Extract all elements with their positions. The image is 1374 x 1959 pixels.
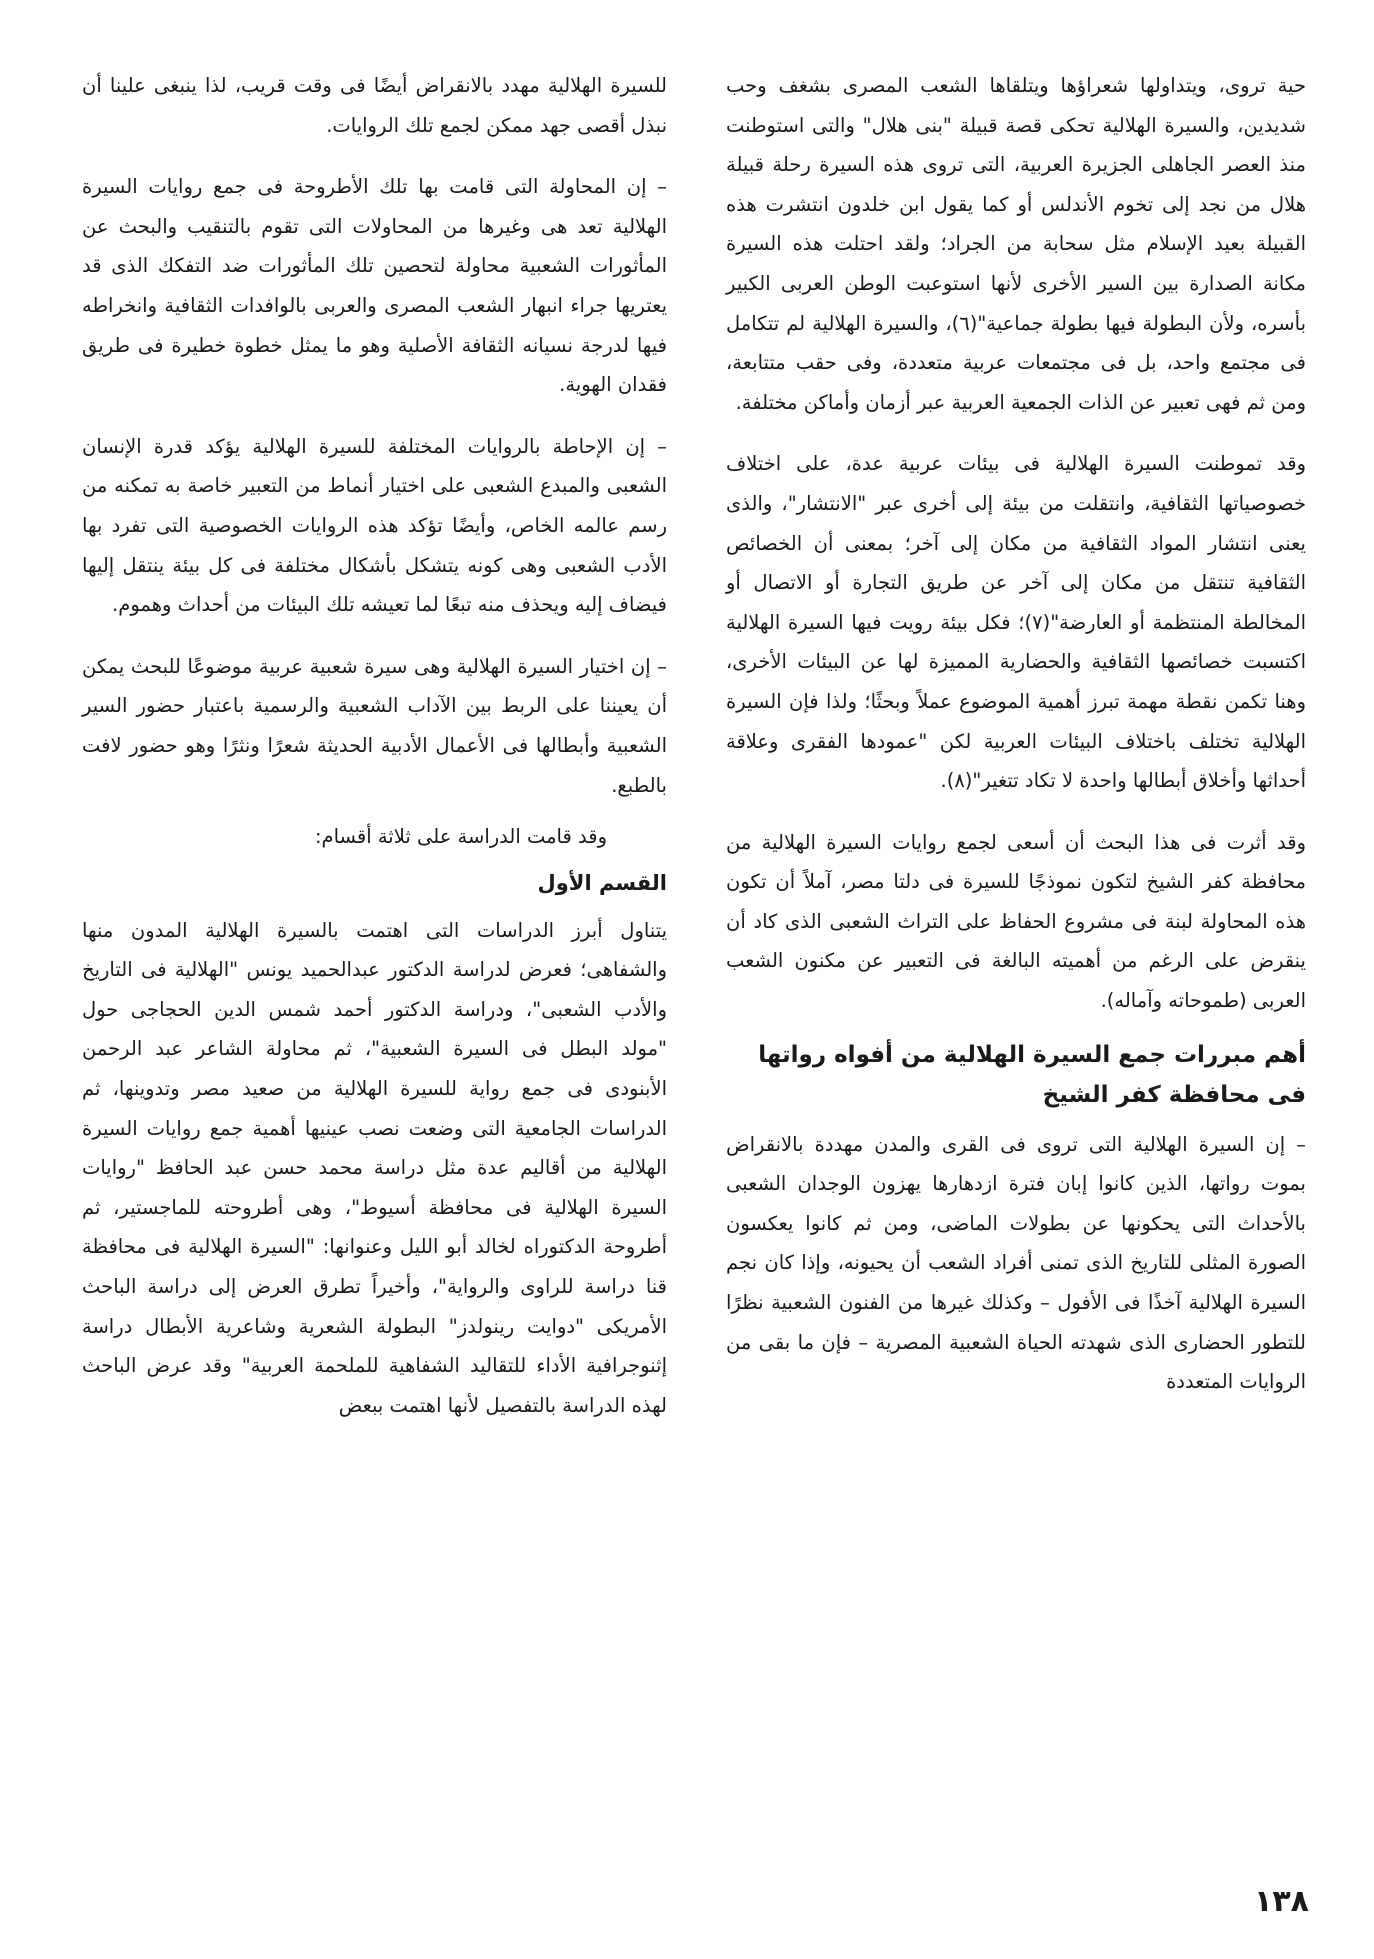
left-paragraph-1: للسيرة الهلالية مهدد بالانقراض أيضًا فى وقت قريب، لذا ينبغى علينا أن نبذل أقصى جهد ممكن لجمع تلك الروايات. bbox=[82, 74, 667, 137]
left-column bbox=[82, 66, 667, 1425]
left-paragraph-5: وقد قامت الدراسة على ثلاثة أقسام: bbox=[314, 825, 607, 849]
page-number: ١٣٨ bbox=[1254, 1884, 1309, 1919]
section-heading-part-one: القسم الأول bbox=[537, 870, 667, 895]
right-column bbox=[726, 66, 1306, 1402]
left-paragraph-2: – إن المحاولة التى قامت بها تلك الأطروحة فى جمع روايات السيرة الهلالية تعد هى وغيرها من المحاولات التى تقوم بالتنقيب والبحث عن المأثورات الشعبية محاولة لتحصين تلك المأثورات ضد التفكك الذى قد يعتريها جراء انبهار الشعب المصرى والعربى بالوافدات الثقافية وانخراطه فيها لدرجة نسيانه الثقافة الأصلية وهو ما يمثل خطوة خطيرة فى طريق فقدان الهوية. bbox=[82, 175, 667, 397]
left-paragraph-4: – إن اختيار السيرة الهلالية وهى سيرة شعبية عربية موضوعًا للبحث يمكن أن يعيننا على الربط بين الآداب الشعبية والرسمية باعتبار حضور السير الشعبية وأبطالها فى الأعمال الأدبية الحديثة شعرًا ونثرًا وهو حضور لافت بالطبع. bbox=[82, 654, 667, 797]
right-paragraph-4: – إن السيرة الهلالية التى تروى فى القرى والمدن مهددة بالانقراض بموت رواتها، الذين كانوا إبان فترة ازدهارها يهزون الوجدان الشعبى بالأحداث التى يحكونها عن بطولات الماضى، ومن ثم كانوا يعكسون الصورة المثلى للتاريخ الذى تمنى أفراد الشعب أن يحيونه، وإذا كان نجم السيرة الهلالية آخذًا فى الأفول – وكذلك غيرها من الفنون الشعبية نظرًا للتطور الحضارى الذى شهدته الحياة الشعبية المصرية – فإن ما بقى من الروايات المتعددة bbox=[726, 1132, 1306, 1394]
right-paragraph-2: وقد تموطنت السيرة الهلالية فى بيئات عربية عدة، على اختلاف خصوصياتها الثقافية، وانتقلت من بيئة إلى أخرى عبر "الانتشار"، والذى يعنى انتشار المواد الثقافية من مكان إلى آخر؛ بمعنى أن الخصائص الثقافية تنتقل من مكان إلى آخر عن طريق التجارة أو الاتصال أو المخالطة المنتظمة أو العارضة"(٧)؛ فكل بيئة رويت فيها السيرة الهلالية اكتسبت خصائصها الثقافية والحضارية المميزة لها عن البيئات الأخرى، وهنا تكمن نقطة مهمة تبرز أهمية الموضوع عملاً وبحثًا؛ ولذا فإن السيرة الهلالية تختلف باختلاف البيئات العربية لكن "عمودها الفقرى وعلاقة أحداثها وأخلاق أبطالها واحدة لا تكاد تتغير"(٨). bbox=[726, 452, 1306, 793]
right-paragraph-3: وقد أثرت فى هذا البحث أن أسعى لجمع روايات السيرة الهلالية من محافظة كفر الشيخ لتكون نموذجًا للسيرة فى دلتا مصر، آملاً أن تكون هذه المحاولة لبنة فى مشروع الحفاظ على التراث الشعبى الذى كاد أن ينقرض على الرغم من أهميته البالغة فى التعبير عن مكنون الشعب العربى (طموحاته وآماله). bbox=[726, 830, 1306, 1013]
section-heading-justifications: أهم مبررات جمع السيرة الهلالية من أفواه رواتها فى محافظة كفر الشيخ bbox=[758, 1041, 1306, 1108]
right-paragraph-1: حية تروى، ويتداولها شعراؤها ويتلقاها الشعب المصرى بشغف وحب شديدين، والسيرة الهلالية تحكى قصة قبيلة "بنى هلال" والتى استوطنت منذ العصر الجاهلى الجزيرة العربية، التى تروى هذه السيرة رحلة قبيلة هلال من نجد إلى تخوم الأندلس أو كما يقول ابن خلدون انتشرت هذه القبيلة بعيد الإسلام مثل سحابة من الجراد؛ ولقد احتلت هذه السيرة مكانة الصدارة بين السير الأخرى لأنها استوعبت الوطن العربى الكبير بأسره، ولأن البطولة فيها بطولة جماعية"(٦)، والسيرة الهلالية لم تتكامل فى مجتمع واحد، بل فى مجتمعات عربية متعددة، وفى حقب متتابعة، ومن ثم فهى تعبير عن الذات الجمعية العربية عبر أزمان وأماكن مختلفة. bbox=[726, 74, 1306, 414]
left-paragraph-6: يتناول أبرز الدراسات التى اهتمت بالسيرة الهلالية المدون منها والشفاهى؛ فعرض لدراسة الدكتور عبدالحميد يونس "الهلالية فى التاريخ والأدب الشعبى"، ودراسة الدكتور أحمد شمس الدين الحجاجى حول "مولد البطل فى السيرة الشعبية"، ثم محاولة الشاعر عبد الرحمن الأبنودى فى جمع رواية للسيرة الهلالية من صعيد مصر وتدوينها، ثم الدراسات الجامعية التى وضعت نصب عينيها أهمية جمع روايات السيرة الهلالية من أقاليم عدة مثل دراسة محمد حسن عبد الحافظ "روايات السيرة الهلالية فى محافظة أسيوط"، وهى أطروحته للماجستير، ثم أطروحة الدكتوراه لخالد أبو الليل وعنوانها: "السيرة الهلالية فى محافظة قنا دراسة للراوى والرواية"، وأخيراً تطرق العرض إلى دراسة الباحث الأمريكى "دوايت رينولدز" البطولة الشعرية وشاعرية الأبطال دراسة إثنوجرافية الأداء للتقاليد الشفاهية للملحمة العربية" وقد عرض الباحث لهذه الدراسة بالتفصيل لأنها اهتمت ببعض bbox=[82, 918, 667, 1417]
left-paragraph-3: – إن الإحاطة بالروايات المختلفة للسيرة الهلالية يؤكد قدرة الإنسان الشعبى والمبدع الشعبى على اختيار أنماط من التعبير خاصة به تمكنه من رسم عالمه الخاص، وأيضًا تؤكد هذه الروايات الخصوصية التى تفرد بها الأدب الشعبى وهى كونه يتشكل بأشكال مختلفة فى كل بيئة ينتقل إليها فيضاف إليه ويحذف منه تبعًا لما تعيشه تلك البيئات من أحداث وهموم. bbox=[82, 434, 667, 617]
